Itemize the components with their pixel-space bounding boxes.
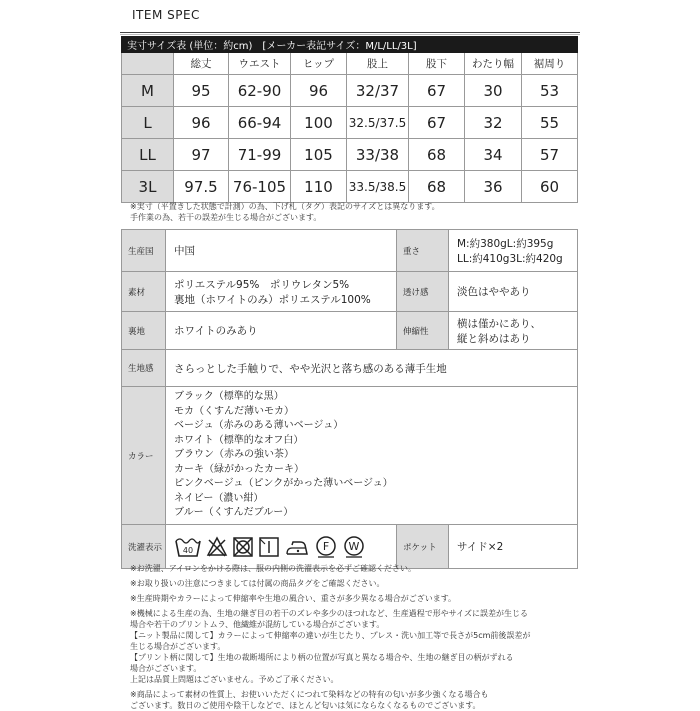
weight-value bbox=[449, 230, 578, 272]
table-cell: 32/37 bbox=[347, 75, 409, 107]
wet-clean-letter: W bbox=[348, 539, 360, 553]
table-cell: 67 bbox=[409, 107, 465, 139]
care-note: 場合がございます。 bbox=[130, 664, 202, 673]
column-header: ウエスト bbox=[229, 53, 291, 75]
size-label: 3L bbox=[122, 171, 174, 203]
iron-low-icon bbox=[284, 536, 310, 558]
material-line: 裏地（ホワイトのみ）ポリエステル100% bbox=[174, 293, 371, 306]
lining-value: ホワイトのみあり bbox=[166, 312, 397, 350]
color-item: ベージュ（赤みのある薄いベージュ） bbox=[174, 420, 344, 432]
table-cell: 34 bbox=[465, 139, 522, 171]
size-table-header bbox=[122, 53, 578, 75]
stretch-label: 伸縮性 bbox=[397, 312, 449, 350]
table-cell: 62-90 bbox=[229, 75, 291, 107]
table-cell: 33.5/38.5 bbox=[347, 171, 409, 203]
color-label: カラー bbox=[122, 387, 166, 525]
spec-row-origin bbox=[122, 230, 578, 272]
header-divider-light bbox=[120, 34, 580, 35]
origin-value: 中国 bbox=[166, 230, 397, 272]
care-note: ございます。数日のご使用や陰干しなどで、ほとんど匂いは気にならなくなるものでございます。 bbox=[130, 701, 481, 710]
table-cell: 36 bbox=[465, 171, 522, 203]
table-row bbox=[122, 171, 578, 203]
table-cell: 96 bbox=[291, 75, 347, 107]
size-table-corner bbox=[122, 53, 174, 75]
no-bleach-icon bbox=[206, 536, 228, 558]
dry-clean-letter: F bbox=[322, 539, 330, 553]
table-row bbox=[122, 75, 578, 107]
color-item: モカ（くすんだ薄いモカ） bbox=[174, 405, 294, 417]
column-header: 股下 bbox=[409, 53, 465, 75]
table-cell: 100 bbox=[291, 107, 347, 139]
table-cell: 32 bbox=[465, 107, 522, 139]
table-cell: 53 bbox=[522, 75, 578, 107]
origin-label: 生産国 bbox=[122, 230, 166, 272]
care-note: ※商品によって素材の性質上、お使いいただくにつれて染料などの特有の匂いが多少強くなる場合も bbox=[130, 690, 489, 699]
wash-temp: 40 bbox=[182, 545, 194, 555]
item-spec-header bbox=[120, 6, 580, 26]
dry-clean-f-icon bbox=[314, 535, 338, 559]
size-note-line: 手作業の為、若干の誤差が生じる場合がございます。 bbox=[130, 213, 322, 222]
column-header: ヒップ bbox=[291, 53, 347, 75]
care-note: ※お取り扱いの注意につきましては付属の商品タグをご確認ください。 bbox=[130, 579, 385, 588]
table-cell: 32.5/37.5 bbox=[347, 107, 409, 139]
table-cell: 76-105 bbox=[229, 171, 291, 203]
spec-row-wash bbox=[122, 525, 578, 569]
care-note: 上記は品質上問題はございません。予めご了承ください。 bbox=[130, 675, 339, 684]
size-note-line: ※実寸（平置きした状態で計測）の為、下げ札（タグ）表記のサイズとは異なります。 bbox=[130, 202, 440, 211]
wash-label: 洗濯表示 bbox=[122, 525, 166, 569]
sheer-label: 透け感 bbox=[397, 272, 449, 312]
size-table bbox=[121, 36, 578, 203]
no-tumble-dry-icon bbox=[232, 536, 254, 558]
spec-row-colors bbox=[122, 387, 578, 525]
color-item: ネイビー（濃い紺） bbox=[174, 492, 264, 504]
column-header: 裾周り bbox=[522, 53, 578, 75]
table-cell: 30 bbox=[465, 75, 522, 107]
table-cell: 68 bbox=[409, 171, 465, 203]
care-note: 場合や若干のプリントムラ、他繊維が混紡している場合がございます。 bbox=[130, 620, 385, 629]
table-cell: 110 bbox=[291, 171, 347, 203]
color-item: ブルー（くすんだブルー） bbox=[174, 507, 294, 519]
color-item: カーキ（緑がかったカーキ） bbox=[174, 463, 304, 475]
table-cell: 33/38 bbox=[347, 139, 409, 171]
color-list bbox=[166, 387, 578, 525]
table-cell: 60 bbox=[522, 171, 578, 203]
color-item: ブラウン（赤みの強い茶） bbox=[174, 449, 294, 461]
weight-line: LL:約410g3L:約420g bbox=[457, 252, 563, 265]
line-dry-icon bbox=[258, 536, 280, 558]
table-row bbox=[122, 107, 578, 139]
column-header: 股上 bbox=[347, 53, 409, 75]
care-note: 【ニット製品に関して】カラーによって伸縮率の違いが生じたり、プレス・洗い加工等で長さが5cm前後誤差が bbox=[130, 631, 531, 640]
spec-row-lining bbox=[122, 312, 578, 350]
size-label: M bbox=[122, 75, 174, 107]
table-cell: 97.5 bbox=[174, 171, 229, 203]
size-label: L bbox=[122, 107, 174, 139]
material-value bbox=[166, 272, 397, 312]
table-cell: 105 bbox=[291, 139, 347, 171]
care-note: ※生産時期やカラーによって伸縮率や生地の風合い、重さが多少異なる場合がございます。 bbox=[130, 594, 457, 603]
size-label: LL bbox=[122, 139, 174, 171]
column-header: わたり幅 bbox=[465, 53, 522, 75]
table-cell: 96 bbox=[174, 107, 229, 139]
weight-line: M:約380gL:約395g bbox=[457, 237, 554, 250]
wash-tub-icon bbox=[174, 535, 202, 559]
stretch-line: 縦と斜めはあり bbox=[457, 332, 531, 345]
table-cell: 68 bbox=[409, 139, 465, 171]
table-cell: 95 bbox=[174, 75, 229, 107]
size-note bbox=[130, 201, 570, 223]
spec-row-texture bbox=[122, 350, 578, 387]
care-note: 生じる場合がございます。 bbox=[130, 642, 226, 651]
color-item: ホワイト（標準的なオフ白） bbox=[174, 434, 304, 446]
lining-label: 裏地 bbox=[122, 312, 166, 350]
color-item: ピンクベージュ（ピンクがかった薄いベージュ） bbox=[174, 478, 393, 490]
pocket-label: ポケット bbox=[397, 525, 449, 569]
column-header: 総丈 bbox=[174, 53, 229, 75]
header-divider bbox=[120, 32, 580, 33]
care-note: ※お洗濯、アイロンをかける際は、服の内側の洗濯表示を必ずご確認ください。 bbox=[130, 564, 416, 573]
table-cell: 55 bbox=[522, 107, 578, 139]
material-label: 素材 bbox=[122, 272, 166, 312]
spec-table bbox=[121, 229, 578, 569]
wash-symbols bbox=[166, 525, 397, 569]
texture-value: さらっとした手触りで、やや光沢と落ち感のある薄手生地 bbox=[166, 350, 578, 387]
pocket-value: サイド×2 bbox=[449, 525, 578, 569]
sheer-value: 淡色はややあり bbox=[449, 272, 578, 312]
table-cell: 97 bbox=[174, 139, 229, 171]
stretch-value bbox=[449, 312, 578, 350]
table-cell: 71-99 bbox=[229, 139, 291, 171]
spec-row-material bbox=[122, 272, 578, 312]
size-table-caption: 実寸サイズ表 (単位：約cm) [メーカー表記サイズ：M/L/LL/3L] bbox=[122, 37, 578, 53]
table-cell: 66-94 bbox=[229, 107, 291, 139]
color-item: ブラック（標準的な黒） bbox=[174, 391, 284, 403]
material-line: ポリエステル95% ポリウレタン5% bbox=[174, 278, 350, 291]
stretch-line: 横は僅かにあり、 bbox=[457, 317, 541, 330]
care-notes bbox=[130, 563, 580, 711]
weight-label: 重さ bbox=[397, 230, 449, 272]
table-cell: 67 bbox=[409, 75, 465, 107]
care-note: 【プリント柄に関して】生地の裁断場所により柄の位置が写真と異なる場合や、生地の継ぎ目の柄がずれる bbox=[130, 653, 514, 662]
texture-label: 生地感 bbox=[122, 350, 166, 387]
table-row bbox=[122, 139, 578, 171]
item-spec-title: ITEM SPEC bbox=[132, 8, 200, 22]
care-note: ※機械による生産の為、生地の継ぎ目の若干のズレや多少のほつれなど、生産過程で形やサイズに誤差が生じる bbox=[130, 609, 529, 618]
table-cell: 57 bbox=[522, 139, 578, 171]
wet-clean-w-icon bbox=[342, 535, 366, 559]
